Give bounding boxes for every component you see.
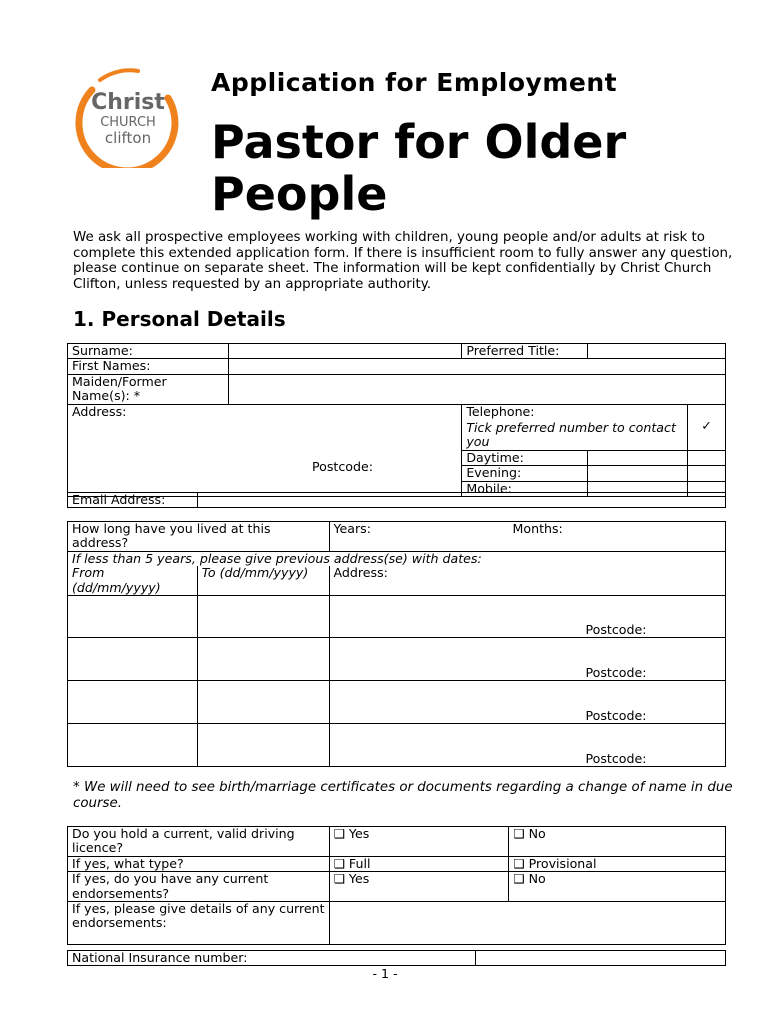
surname-label: Surname:	[68, 344, 229, 359]
page-number: - 1 -	[372, 966, 398, 981]
to-date-field[interactable]	[197, 724, 329, 767]
how-long-label: How long have you lived at this address?	[68, 522, 330, 552]
to-date-field[interactable]	[197, 681, 329, 724]
certificates-note: * We will need to see birth/marriage certificates or documents regarding a change of name in due course.	[73, 780, 733, 811]
daytime-tick[interactable]	[688, 450, 726, 465]
licence-provisional-checkbox[interactable]: ❑ Provisional	[509, 856, 726, 871]
logo-word-church: CHURCH	[100, 115, 156, 130]
previous-address-field[interactable]	[329, 638, 725, 681]
endorsements-question: If yes, do you have any current endorsements?	[68, 872, 330, 902]
endorsements-no-checkbox[interactable]: ❑ No	[509, 872, 726, 902]
endorsements-yes-checkbox[interactable]: ❑ Yes	[329, 872, 509, 902]
postcode-label: Postcode:	[585, 750, 647, 766]
from-date-field[interactable]	[68, 681, 198, 724]
postcode-label: Postcode:	[312, 458, 373, 474]
email-field[interactable]	[197, 493, 725, 508]
section-heading-personal-details: 1. Personal Details	[73, 307, 286, 331]
job-title: Pastor for Older People	[211, 115, 627, 221]
previous-address-field[interactable]	[329, 596, 725, 638]
to-date-label: To (dd/mm/yyyy)	[197, 566, 329, 595]
surname-field[interactable]	[228, 344, 461, 359]
first-names-field[interactable]	[228, 359, 725, 374]
from-date-field[interactable]	[68, 596, 198, 638]
evening-label: Evening:	[462, 466, 588, 481]
tick-column-header: ✓	[688, 404, 726, 450]
from-date-field[interactable]	[68, 724, 198, 767]
to-date-field[interactable]	[197, 596, 329, 638]
licence-no-checkbox[interactable]: ❑ No	[509, 827, 726, 857]
ni-table	[67, 950, 726, 966]
maiden-name-label: Maiden/Former Name(s): *	[68, 374, 229, 404]
form-title: Application for Employment	[211, 68, 618, 97]
ni-number-field[interactable]	[476, 951, 726, 966]
telephone-cell	[462, 404, 688, 450]
daytime-label: Daytime:	[462, 450, 588, 465]
intro-paragraph: We ask all prospective employees working with children, young people and/or adults at risk to complete this extended application form. If there is insufficient room to fully answer any question, please continue on separate sheet. The information will be kept confidentially by Christ Church Clifton, unless requested by an appropriate authority.	[73, 230, 733, 292]
postcode-label: Postcode:	[585, 707, 647, 723]
preferred-title-label: Preferred Title:	[462, 344, 588, 359]
maiden-name-field[interactable]	[228, 374, 725, 404]
tick-preferred-label: Tick preferred number to contact you	[466, 420, 676, 450]
years-months-field[interactable]	[329, 522, 725, 552]
previous-address-instruction: If less than 5 years, please give previous address(se) with dates:	[68, 551, 726, 566]
to-date-field[interactable]	[197, 638, 329, 681]
licence-question: Do you hold a current, valid driving licence?	[68, 827, 330, 857]
residence-table	[67, 521, 726, 767]
licence-full-checkbox[interactable]: ❑ Full	[329, 856, 509, 871]
from-date-field[interactable]	[68, 638, 198, 681]
years-label: Years:	[333, 521, 371, 536]
church-logo	[72, 68, 184, 168]
driving-licence-table	[67, 826, 726, 945]
address-field[interactable]	[68, 404, 462, 496]
postcode-label: Postcode:	[585, 664, 647, 680]
licence-yes-checkbox[interactable]: ❑ Yes	[329, 827, 509, 857]
telephone-label: Telephone:	[466, 403, 535, 419]
previous-address-field[interactable]	[329, 681, 725, 724]
ni-number-label: National Insurance number:	[68, 951, 476, 966]
from-date-label: From (dd/mm/yyyy)	[68, 566, 198, 595]
personal-details-table	[67, 343, 726, 497]
preferred-title-field[interactable]	[588, 344, 726, 359]
evening-tick[interactable]	[688, 466, 726, 481]
previous-address-field[interactable]	[329, 724, 725, 767]
email-label: Email Address:	[68, 493, 198, 508]
licence-type-question: If yes, what type?	[68, 856, 330, 871]
address-column-label: Address:	[329, 566, 725, 595]
address-label: Address:	[72, 403, 127, 419]
logo-word-clifton: clifton	[104, 129, 152, 147]
mobile-label: Mobile:	[462, 481, 588, 496]
email-table	[67, 492, 726, 508]
endorsement-details-field[interactable]	[329, 902, 725, 945]
postcode-label: Postcode:	[585, 621, 647, 637]
logo-word-christ: Christ	[91, 90, 165, 115]
endorsement-details-question: If yes, please give details of any current endorsements:	[68, 902, 330, 945]
daytime-field[interactable]	[588, 450, 688, 465]
evening-field[interactable]	[588, 466, 688, 481]
first-names-label: First Names:	[68, 359, 229, 374]
months-label: Months:	[512, 521, 563, 536]
